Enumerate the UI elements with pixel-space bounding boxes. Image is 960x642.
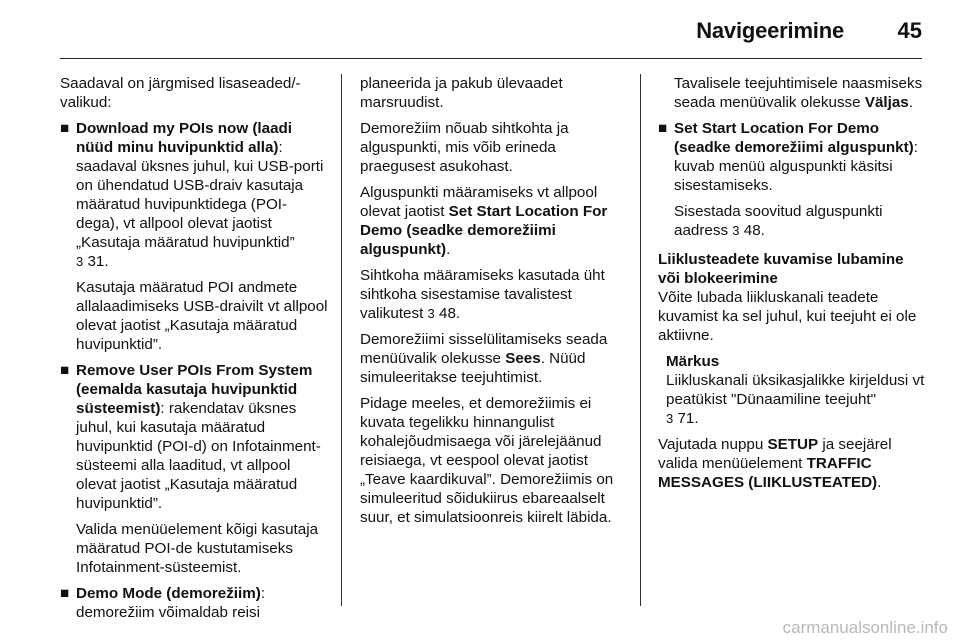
- paragraph: Tavalisele teejuhtimisele naasmiseks seada menüüvalik olekusse Väljas.: [674, 75, 923, 111]
- column-divider: [341, 74, 342, 606]
- page-title: Navigeerimine: [696, 18, 844, 43]
- list-item: [658, 119, 928, 240]
- note-box: Märkus Liikluskanali üksikasjalikke kirjeldusi vt peatükist "Dünaamiline teejuht" 3 71.: [666, 353, 925, 427]
- paragraph: Demorežiim nõuab sihtkohta ja alguspunkti, mis võib erineda praegusest asukohast.: [360, 120, 569, 175]
- bullet-icon: ■: [60, 362, 70, 379]
- list-item: ■ Download my POIs now (laadi nüüd minu huvipunktid alla): saadaval üksnes juhul, kui USB-porti on ühendatud USB-draiv kasutaja määratud huvipunktidega (POI-dega), vt allpool olevat jaotist „Kasutaja määratud huvipunktid” 3 31. Kasutaja määratud POI andmete allalaadimiseks USB-draivilt vt allpool olevat jaotist „Kasutaja määratud huvipunktid”.: [60, 120, 328, 353]
- column-3: [658, 74, 928, 499]
- intro-text: Saadaval on järgmised lisaseaded/-valikud:: [60, 75, 301, 111]
- option-title: Remove User POIs From System (eemalda kasutaja huvipunktid süsteemist): [76, 362, 313, 417]
- bullet-icon: ■: [60, 120, 70, 137]
- option-description: : rakendatav üksnes juhul, kui kasutaja määratud huvipunktid (POI-d) on Infotainment-süsteemi alla laaditud, vt allpool olevat jaotist „Kasutaja määratud huvipunktid”.: [76, 400, 321, 512]
- menu-item-name: TRAFFIC MESSAGES (LIIKLUSTEATED): [658, 455, 878, 491]
- option-title: Demo Mode (demorežiim): [76, 585, 261, 602]
- watermark: carmanualsonline.info: [782, 618, 948, 637]
- button-name: SETUP: [767, 436, 819, 453]
- option-description: Kasutaja määratud POI andmete allalaadimiseks USB-draivilt vt allpool olevat jaotist „Kasutaja määratud huvipunktid”.: [76, 279, 328, 353]
- note-title: Märkus: [666, 353, 720, 370]
- option-description: : kuvab menüü alguspunkti käsitsi sisestamiseks.: [674, 139, 918, 194]
- option-value: Sees: [505, 350, 541, 367]
- option-description: : saadaval üksnes juhul, kui USB-porti on ühendatud USB-draiv kasutaja määratud huvipunktidega (POI-dega), vt allpool olevat jaotist „Kasutaja määratud huvipunktid”: [76, 139, 324, 251]
- option-value: Väljas: [864, 94, 909, 111]
- paragraph: Pidage meeles, et demorežiimis ei kuvata tegelikku hinnangulist kohalejõudmisaega või järelejäänud reisiaega, vt eespool olevat jaotist „Teave kaardikuval”. Demorežiimis on simuleeritud sõidukiirus ebareaalselt suur, et simulatsioonreis kiirelt läbida.: [360, 395, 614, 526]
- option-description: : demorežiim võimaldab reisi: [76, 585, 266, 621]
- list-item: [60, 584, 328, 622]
- column-divider: [640, 74, 641, 606]
- option-title: Set Start Location For Demo (seadke demorežiimi alguspunkt): [360, 203, 608, 258]
- page-ref: 48: [439, 305, 456, 322]
- note-text: Liikluskanali üksikasjalikke kirjeldusi vt peatükist "Dünaamiline teejuht": [666, 372, 925, 408]
- page-number: 45: [897, 18, 922, 43]
- page-ref: 48: [743, 222, 761, 239]
- page-ref-icon: 3: [732, 223, 740, 238]
- page-ref-icon: 3: [427, 306, 435, 321]
- page-ref-icon: 3: [76, 254, 84, 269]
- page-ref: 31: [87, 253, 105, 270]
- page-header: [60, 0, 922, 59]
- page-ref-icon: 3: [666, 411, 674, 426]
- paragraph: Sihtkoha määramiseks kasutada üht sihtkoha sisestamise tavalistest valikutest 3 48.: [360, 267, 605, 322]
- option-title: Set Start Location For Demo (seadke demorežiimi alguspunkt): [674, 120, 914, 156]
- column-2: [360, 74, 628, 534]
- option-title: Download my POIs now (laadi nüüd minu huvipunktid alla): [76, 120, 293, 156]
- page-ref: 71: [677, 410, 695, 427]
- option-description: Sisestada soovitud alguspunkti aadress 3 48.: [674, 203, 883, 239]
- paragraph: Võite lubada liikluskanali teadete kuvamist ka sel juhul, kui teejuht ei ole aktiivne.: [658, 289, 917, 344]
- bullet-icon: ■: [658, 120, 668, 137]
- paragraph: planeerida ja pakub ülevaadet marsruudist.: [360, 75, 563, 111]
- section-heading: Liiklusteadete kuvamise lubamine või blokeerimine: [658, 251, 904, 287]
- paragraph: Alguspunkti määramiseks vt allpool olevat jaotist Set Start Location For Demo (seadke demorežiimi alguspunkt).: [360, 184, 608, 258]
- paragraph: Vajutada nuppu SETUP ja seejärel valida menüüelement TRAFFIC MESSAGES (LIIKLUSTEATED).: [658, 436, 892, 491]
- list-item: [60, 361, 328, 577]
- column-1: [60, 74, 328, 629]
- paragraph: Demorežiimi sisselülitamiseks seada menüüvalik olekusse Sees. Nüüd simuleeritakse teejuhtimist.: [360, 331, 608, 386]
- option-description: Valida menüüelement kõigi kasutaja määratud POI-de kustutamiseks Infotainment-süsteemist.: [76, 521, 319, 576]
- bullet-icon: ■: [60, 585, 70, 602]
